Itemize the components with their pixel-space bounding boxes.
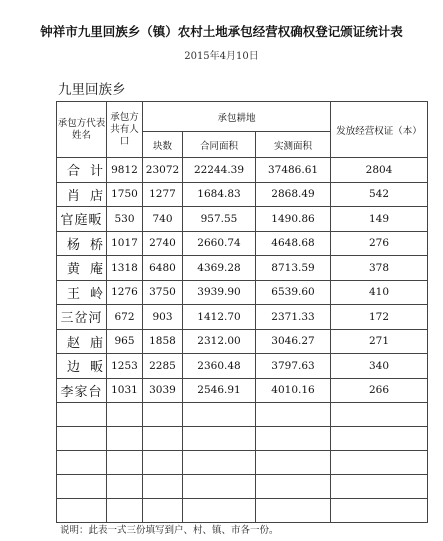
blank-cell [331,403,428,427]
blank-cell [57,499,107,523]
blank-cell [107,451,143,475]
blank-cell [107,403,143,427]
header-population: 承包方共有人口 [107,102,143,158]
blank-cell [256,499,331,523]
row-name-cell: 李家台 [57,378,107,403]
blank-cell [331,427,428,451]
measured-area-cell: 2868.49 [256,182,331,207]
row-name-cell: 赵庙 [57,329,107,354]
certificates-cell: 340 [331,354,428,379]
blank-cell [107,475,143,499]
certificates-cell: 410 [331,280,428,305]
population-cell: 1276 [107,280,143,305]
blank-cell [107,427,143,451]
header-certificates: 发放经营权证（本） [331,102,428,158]
blank-cell [331,499,428,523]
certificates-cell: 542 [331,182,428,207]
blocks-cell: 2285 [143,354,183,379]
blank-row [57,475,428,499]
blank-cell [183,403,256,427]
contract-area-cell: 2660.74 [183,231,256,256]
row-name-cell: 杨桥 [57,231,107,256]
population-cell: 965 [107,329,143,354]
population-cell: 1318 [107,256,143,281]
blank-cell [57,403,107,427]
certificates-cell: 271 [331,329,428,354]
blank-cell [331,475,428,499]
blank-cell [143,475,183,499]
measured-area-cell: 6539.60 [256,280,331,305]
table-row [57,158,428,183]
row-name-cell: 肖店 [57,182,107,207]
table-body [57,158,428,523]
blank-cell [256,427,331,451]
population-cell: 1031 [107,378,143,403]
blocks-cell: 1858 [143,329,183,354]
header-measured-area: 实测面积 [256,132,331,158]
blocks-cell: 2740 [143,231,183,256]
blank-cell [256,403,331,427]
measured-area-cell: 4010.16 [256,378,331,403]
document-date: 2015年4月10日 [184,51,259,62]
certificates-cell: 149 [331,207,428,232]
population-cell: 672 [107,305,143,330]
contract-area-cell: 1684.83 [183,182,256,207]
blocks-cell: 903 [143,305,183,330]
blank-cell [183,451,256,475]
population-cell: 1017 [107,231,143,256]
measured-area-cell: 1490.86 [256,207,331,232]
blank-cell [57,427,107,451]
footnote: 说明：此表一式三份填写到户、村、镇、市各一份。 [60,525,279,536]
header-name: 承包方代表姓名 [57,102,107,158]
row-name-cell: 三岔河 [57,305,107,330]
blank-cell [57,475,107,499]
certificates-cell: 378 [331,256,428,281]
population-cell: 530 [107,207,143,232]
contract-area-cell: 3939.90 [183,280,256,305]
measured-area-cell: 3797.63 [256,354,331,379]
table-row [57,256,428,281]
blank-row [57,403,428,427]
document-title: 钟祥市九里回族乡（镇）农村土地承包经营权确权登记颁证统计表 [40,24,403,39]
blank-row [57,499,428,523]
row-name-cell: 合计 [57,158,107,183]
measured-area-cell: 8713.59 [256,256,331,281]
contract-area-cell: 4369.28 [183,256,256,281]
blank-cell [107,499,143,523]
blank-cell [256,451,331,475]
row-name-cell: 王岭 [57,280,107,305]
certificates-cell: 172 [331,305,428,330]
measured-area-cell: 37486.61 [256,158,331,183]
row-name-cell: 黄庵 [57,256,107,281]
statistics-table [56,101,428,523]
blank-cell [183,427,256,451]
row-name-cell: 边畈 [57,354,107,379]
contract-area-cell: 1412.70 [183,305,256,330]
blank-cell [143,403,183,427]
table-row [57,182,428,207]
population-cell: 1750 [107,182,143,207]
blank-cell [143,451,183,475]
population-cell: 1253 [107,354,143,379]
blocks-cell: 6480 [143,256,183,281]
contract-area-cell: 2360.48 [183,354,256,379]
blank-cell [57,451,107,475]
measured-area-cell: 3046.27 [256,329,331,354]
row-name-cell: 官庭畈 [57,207,107,232]
table-row [57,354,428,379]
table-row [57,305,428,330]
blank-row [57,451,428,475]
certificates-cell: 2804 [331,158,428,183]
contract-area-cell: 957.55 [183,207,256,232]
contract-area-cell: 2546.91 [183,378,256,403]
table-row [57,378,428,403]
blank-row [57,427,428,451]
measured-area-cell: 4648.68 [256,231,331,256]
table-row [57,329,428,354]
blocks-cell: 3750 [143,280,183,305]
header-land-group: 承包耕地 [143,102,331,132]
blocks-cell: 1277 [143,182,183,207]
header-blocks: 块数 [143,132,183,158]
blank-cell [143,499,183,523]
blocks-cell: 3039 [143,378,183,403]
population-cell: 9812 [107,158,143,183]
table-row [57,231,428,256]
township-name: 九里回族乡 [58,82,126,98]
table-row [57,280,428,305]
blank-cell [183,499,256,523]
contract-area-cell: 2312.00 [183,329,256,354]
blank-cell [256,475,331,499]
blank-cell [183,475,256,499]
certificates-cell: 266 [331,378,428,403]
blank-cell [331,451,428,475]
certificates-cell: 276 [331,231,428,256]
header-contract-area: 合同面积 [183,132,256,158]
blank-cell [143,427,183,451]
table-row [57,207,428,232]
header-row-1 [57,102,428,132]
blocks-cell: 740 [143,207,183,232]
blocks-cell: 23072 [143,158,183,183]
measured-area-cell: 2371.33 [256,305,331,330]
contract-area-cell: 22244.39 [183,158,256,183]
